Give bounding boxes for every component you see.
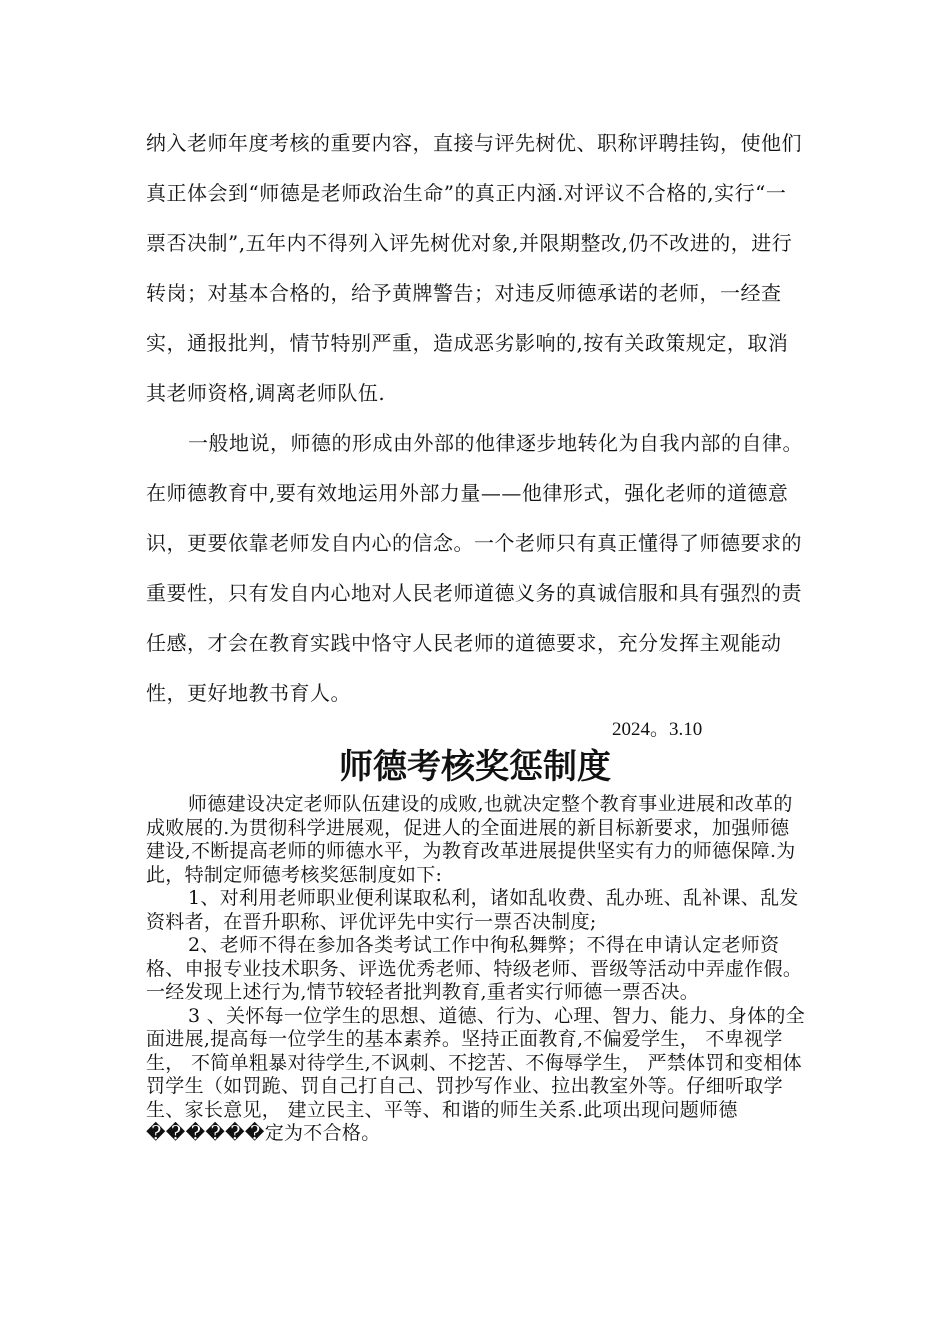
regulation-item-1: 1、对利用老师职业便利谋取私利，诸如乱收费、乱办班、乱补课、乱发资料者，在晋升职称、评优评先中实行一票否决制度; <box>146 887 799 933</box>
paragraph-assessment-consequences: 纳入老师年度考核的重要内容，直接与评先树优、职称评聘挂钩，使他们真正体会到“师德是老师政治生命”的真正内涵.对评议不合格的,实行“一票否决制”,五年内不得列入评先树优对象,并限期整改,仍不改进的，进行转岗；对基本合格的，给予黄牌警告；对违反师德承诺的老师，一经查实，通报批判，情节特别严重，造成恶劣影响的,按有关政策规定，取消其老师资格,调离老师队伍. <box>146 131 802 405</box>
previous-section-body <box>146 118 806 718</box>
paragraph-self-discipline: 一般地说，师德的形成由外部的他律逐步地转化为自我内部的自律。在师德教育中,要有效地运用外部力量——他律形式，强化老师的道德意识，更要依靠老师发自内心的信念。一个老师只有真正懂得了师德要求的重要性，只有发自内心地对人民老师道德义务的真诚信服和具有强烈的责任感，才会在教育实践中恪守人民老师的道德要求，充分发挥主观能动性，更好地教书育人。 <box>146 431 803 705</box>
section-title: 师德考核奖惩制度 <box>339 747 611 787</box>
regulation-intro: 师德建设决定老师队伍建设的成败,也就决定整个教育事业进展和改革的成败展的.为贯彻科学进展观，促进人的全面进展的新目标新要求，加强师德建设,不断提高老师的师德水平，为教育改革进展提供坚实有力的师德保障.为此，特制定师德考核奖惩制度如下: <box>146 793 796 886</box>
regulation-item-2: 2、老师不得在参加各类考试工作中徇私舞弊；不得在申请认定老师资格、申报专业技术职务、评选优秀老师、特级老师、晋级等活动中弄虚作假。一经发现上述行为,情节较轻者批判教育,重者实行师德一票否决。 <box>146 934 803 1003</box>
regulation-body <box>146 793 806 1146</box>
regulation-item-3: 3 、关怀每一位学生的思想、道德、行为、心理、智力、能力、身体的全面进展,提高每一位学生的基本素养。坚持正面教育,不偏爱学生， 不卑视学生， 不简单粗暴对待学生,不讽刺、不挖苦、不侮辱学生， 严禁体罚和变相体罚学生（如罚跪、罚自己打自己、罚抄写作业、拉出教室外等。仔细听取学生、家长意见， 建立民主、平等、和谐的师生关系.此项出现问题师德������定为不合格。 <box>146 1004 806 1144</box>
document-date: 2024。3.10 <box>612 719 703 740</box>
